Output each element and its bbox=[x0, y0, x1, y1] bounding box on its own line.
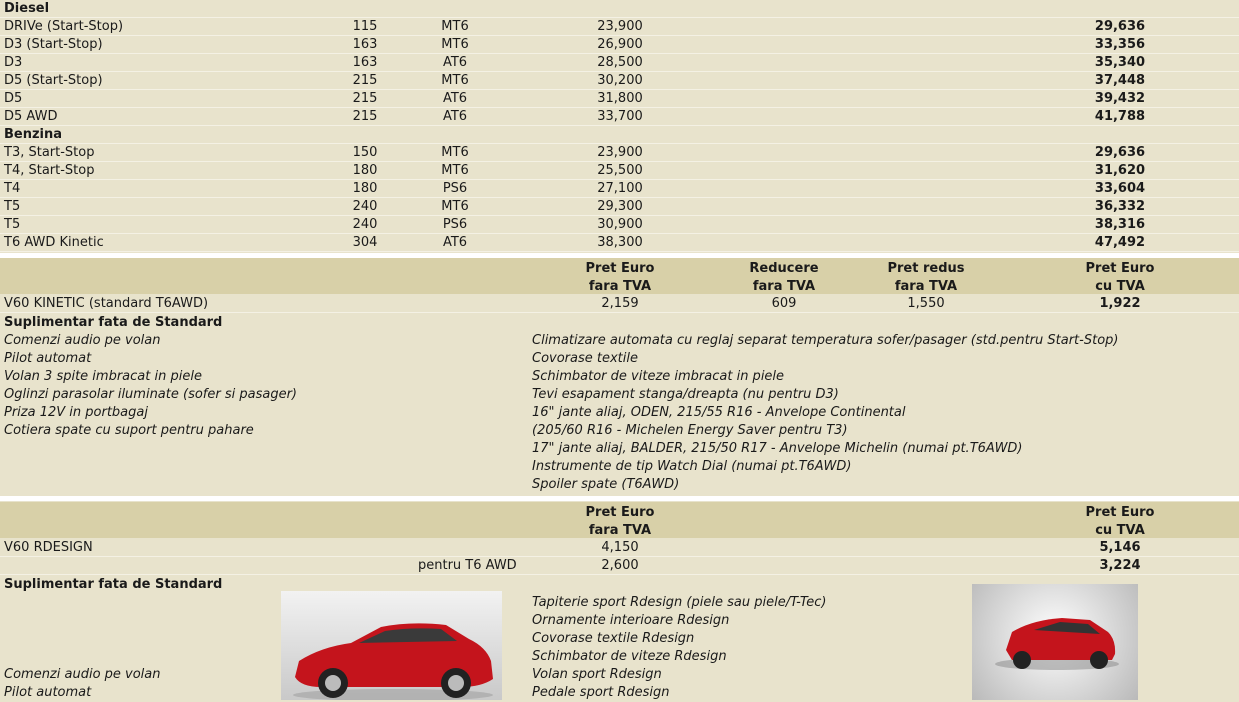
table-row bbox=[0, 180, 1239, 198]
section-title: Diesel bbox=[4, 1, 50, 16]
gearbox: MT6 bbox=[441, 73, 469, 88]
price-gross: 29,636 bbox=[1094, 19, 1146, 34]
model-name: D3 bbox=[4, 55, 23, 70]
list-item: Tapiterie sport Rdesign (piele sau piele/T-Tec) bbox=[532, 595, 827, 610]
gearbox: MT6 bbox=[441, 145, 469, 160]
list-item: Covorase textile Rdesign bbox=[532, 631, 695, 646]
table-row bbox=[0, 54, 1239, 72]
table-row bbox=[0, 216, 1239, 234]
separator bbox=[0, 496, 1239, 501]
horsepower: 163 bbox=[352, 37, 378, 52]
discount: 609 bbox=[771, 296, 797, 311]
list-item: (205/60 R16 - Michelen Energy Saver pentru T3) bbox=[532, 423, 848, 438]
car-photo-rear bbox=[972, 584, 1138, 700]
price-gross: 31,620 bbox=[1094, 163, 1146, 178]
horsepower: 215 bbox=[352, 91, 378, 106]
table-row bbox=[0, 198, 1239, 216]
model-name: D5 (Start-Stop) bbox=[4, 73, 103, 88]
list-item: Schimbator de viteze Rdesign bbox=[532, 649, 727, 664]
table-row bbox=[0, 36, 1239, 54]
price-net: 2,159 bbox=[601, 296, 639, 311]
table-row bbox=[0, 90, 1239, 108]
horsepower: 150 bbox=[352, 145, 378, 160]
gearbox: MT6 bbox=[441, 19, 469, 34]
section-title: Benzina bbox=[4, 127, 63, 142]
model-name: T4 bbox=[4, 181, 21, 196]
list-item: Schimbator de viteze imbracat in piele bbox=[532, 369, 785, 384]
price-gross: 38,316 bbox=[1094, 217, 1146, 232]
price-gross: 47,492 bbox=[1094, 235, 1146, 250]
gearbox: MT6 bbox=[441, 163, 469, 178]
header-line: Pret Euro bbox=[1085, 261, 1155, 276]
header-line: fara TVA bbox=[588, 279, 652, 294]
col-header-net bbox=[570, 504, 670, 540]
section-header-benzina bbox=[0, 126, 1239, 144]
price-gross: 33,356 bbox=[1094, 37, 1146, 52]
header-line: cu TVA bbox=[1095, 279, 1145, 294]
price-gross: 33,604 bbox=[1094, 181, 1146, 196]
gearbox: AT6 bbox=[442, 235, 468, 250]
list-item: Pilot automat bbox=[4, 685, 92, 700]
rdesign-extras-title: Suplimentar fata de Standard bbox=[4, 577, 223, 592]
list-item: 16" jante aliaj, ODEN, 215/55 R16 - Anvelope Continental bbox=[532, 405, 906, 420]
header-line: fara TVA bbox=[752, 279, 816, 294]
list-item: Tevi esapament stanga/dreapta (nu pentru D3) bbox=[532, 387, 839, 402]
price-gross: 37,448 bbox=[1094, 73, 1146, 88]
col-header-net bbox=[570, 260, 670, 296]
model-name: D5 AWD bbox=[4, 109, 58, 124]
price-net: 26,900 bbox=[597, 37, 643, 52]
model-name: V60 RDESIGN bbox=[4, 540, 93, 555]
gearbox: AT6 bbox=[442, 55, 468, 70]
model-name: T5 bbox=[4, 199, 21, 214]
horsepower: 215 bbox=[352, 109, 378, 124]
list-item: 17" jante aliaj, BALDER, 215/50 R17 - Anvelope Michelin (numai pt.T6AWD) bbox=[532, 441, 1023, 456]
model-name: T6 AWD Kinetic bbox=[4, 235, 104, 250]
col-header-discount bbox=[734, 260, 834, 296]
horsepower: 240 bbox=[352, 217, 378, 232]
kinetic-price-row bbox=[0, 295, 1239, 313]
header-line: Reducere bbox=[749, 261, 819, 276]
price-gross: 1,922 bbox=[1099, 296, 1141, 311]
price-net: 28,500 bbox=[597, 55, 643, 70]
horsepower: 215 bbox=[352, 73, 378, 88]
price-net: 4,150 bbox=[601, 540, 639, 555]
model-name: T5 bbox=[4, 217, 21, 232]
model-name: V60 KINETIC (standard T6AWD) bbox=[4, 296, 209, 311]
price-gross: 39,432 bbox=[1094, 91, 1146, 106]
list-item: Pilot automat bbox=[4, 351, 92, 366]
horsepower: 115 bbox=[352, 19, 378, 34]
list-item: Oglinzi parasolar iluminate (sofer si pasager) bbox=[4, 387, 297, 402]
horsepower: 180 bbox=[352, 163, 378, 178]
header-line: Pret Euro bbox=[1085, 505, 1155, 520]
kinetic-extras-title: Suplimentar fata de Standard bbox=[4, 315, 223, 330]
horsepower: 163 bbox=[352, 55, 378, 70]
price-net: 23,900 bbox=[597, 19, 643, 34]
price-net: 27,100 bbox=[597, 181, 643, 196]
red-car-icon bbox=[972, 584, 1138, 700]
rdesign-price-row bbox=[0, 539, 1239, 557]
model-name: T3, Start-Stop bbox=[4, 145, 95, 160]
model-name: T4, Start-Stop bbox=[4, 163, 95, 178]
table-row bbox=[0, 162, 1239, 180]
price-gross: 41,788 bbox=[1094, 109, 1146, 124]
price-net: 31,800 bbox=[597, 91, 643, 106]
col-header-gross bbox=[1070, 504, 1170, 540]
price-reduced: 1,550 bbox=[907, 296, 945, 311]
price-gross: 3,224 bbox=[1099, 558, 1141, 573]
list-item: Comenzi audio pe volan bbox=[4, 667, 161, 682]
price-net: 25,500 bbox=[597, 163, 643, 178]
price-gross: 35,340 bbox=[1094, 55, 1146, 70]
gearbox: MT6 bbox=[441, 199, 469, 214]
variant-label: pentru T6 AWD bbox=[418, 558, 517, 573]
section-header-diesel bbox=[0, 0, 1239, 18]
gearbox: AT6 bbox=[442, 109, 468, 124]
price-net: 33,700 bbox=[597, 109, 643, 124]
gearbox: AT6 bbox=[442, 91, 468, 106]
car-photo-side bbox=[281, 591, 502, 700]
table-row bbox=[0, 144, 1239, 162]
horsepower: 240 bbox=[352, 199, 378, 214]
list-item: Cotiera spate cu suport pentru pahare bbox=[4, 423, 254, 438]
header-line: fara TVA bbox=[588, 523, 652, 538]
header-line: Pret Euro bbox=[585, 261, 655, 276]
list-item: Instrumente de tip Watch Dial (numai pt.T6AWD) bbox=[532, 459, 852, 474]
list-item: Spoiler spate (T6AWD) bbox=[532, 477, 680, 492]
table-row bbox=[0, 72, 1239, 90]
list-item: Volan sport Rdesign bbox=[532, 667, 662, 682]
model-name: DRIVe (Start-Stop) bbox=[4, 19, 124, 34]
list-item: Comenzi audio pe volan bbox=[4, 333, 161, 348]
model-name: D5 bbox=[4, 91, 23, 106]
col-header-reduced bbox=[876, 260, 976, 296]
table-row bbox=[0, 234, 1239, 252]
header-line: fara TVA bbox=[894, 279, 958, 294]
list-item: Volan 3 spite imbracat in piele bbox=[4, 369, 202, 384]
price-gross: 5,146 bbox=[1099, 540, 1141, 555]
list-item: Ornamente interioare Rdesign bbox=[532, 613, 730, 628]
price-gross: 29,636 bbox=[1094, 145, 1146, 160]
list-item: Priza 12V in portbagaj bbox=[4, 405, 148, 420]
list-item: Climatizare automata cu reglaj separat temperatura sofer/pasager (std.pentru Start-Stop) bbox=[532, 333, 1119, 348]
header-line: cu TVA bbox=[1095, 523, 1145, 538]
horsepower: 304 bbox=[352, 235, 378, 250]
price-net: 23,900 bbox=[597, 145, 643, 160]
price-net: 38,300 bbox=[597, 235, 643, 250]
gearbox: PS6 bbox=[442, 181, 468, 196]
gearbox: MT6 bbox=[441, 37, 469, 52]
header-line: Pret Euro bbox=[585, 505, 655, 520]
horsepower: 180 bbox=[352, 181, 378, 196]
red-car-icon bbox=[281, 591, 502, 700]
price-net: 2,600 bbox=[601, 558, 639, 573]
col-header-gross bbox=[1070, 260, 1170, 296]
price-net: 29,300 bbox=[597, 199, 643, 214]
price-gross: 36,332 bbox=[1094, 199, 1146, 214]
table-row bbox=[0, 18, 1239, 36]
list-item: Covorase textile bbox=[532, 351, 638, 366]
header-line: Pret redus bbox=[887, 261, 965, 276]
list-item: Pedale sport Rdesign bbox=[532, 685, 670, 700]
gearbox: PS6 bbox=[442, 217, 468, 232]
model-name: D3 (Start-Stop) bbox=[4, 37, 103, 52]
price-net: 30,900 bbox=[597, 217, 643, 232]
table-row bbox=[0, 108, 1239, 126]
price-net: 30,200 bbox=[597, 73, 643, 88]
rdesign-t6-row bbox=[0, 557, 1239, 575]
